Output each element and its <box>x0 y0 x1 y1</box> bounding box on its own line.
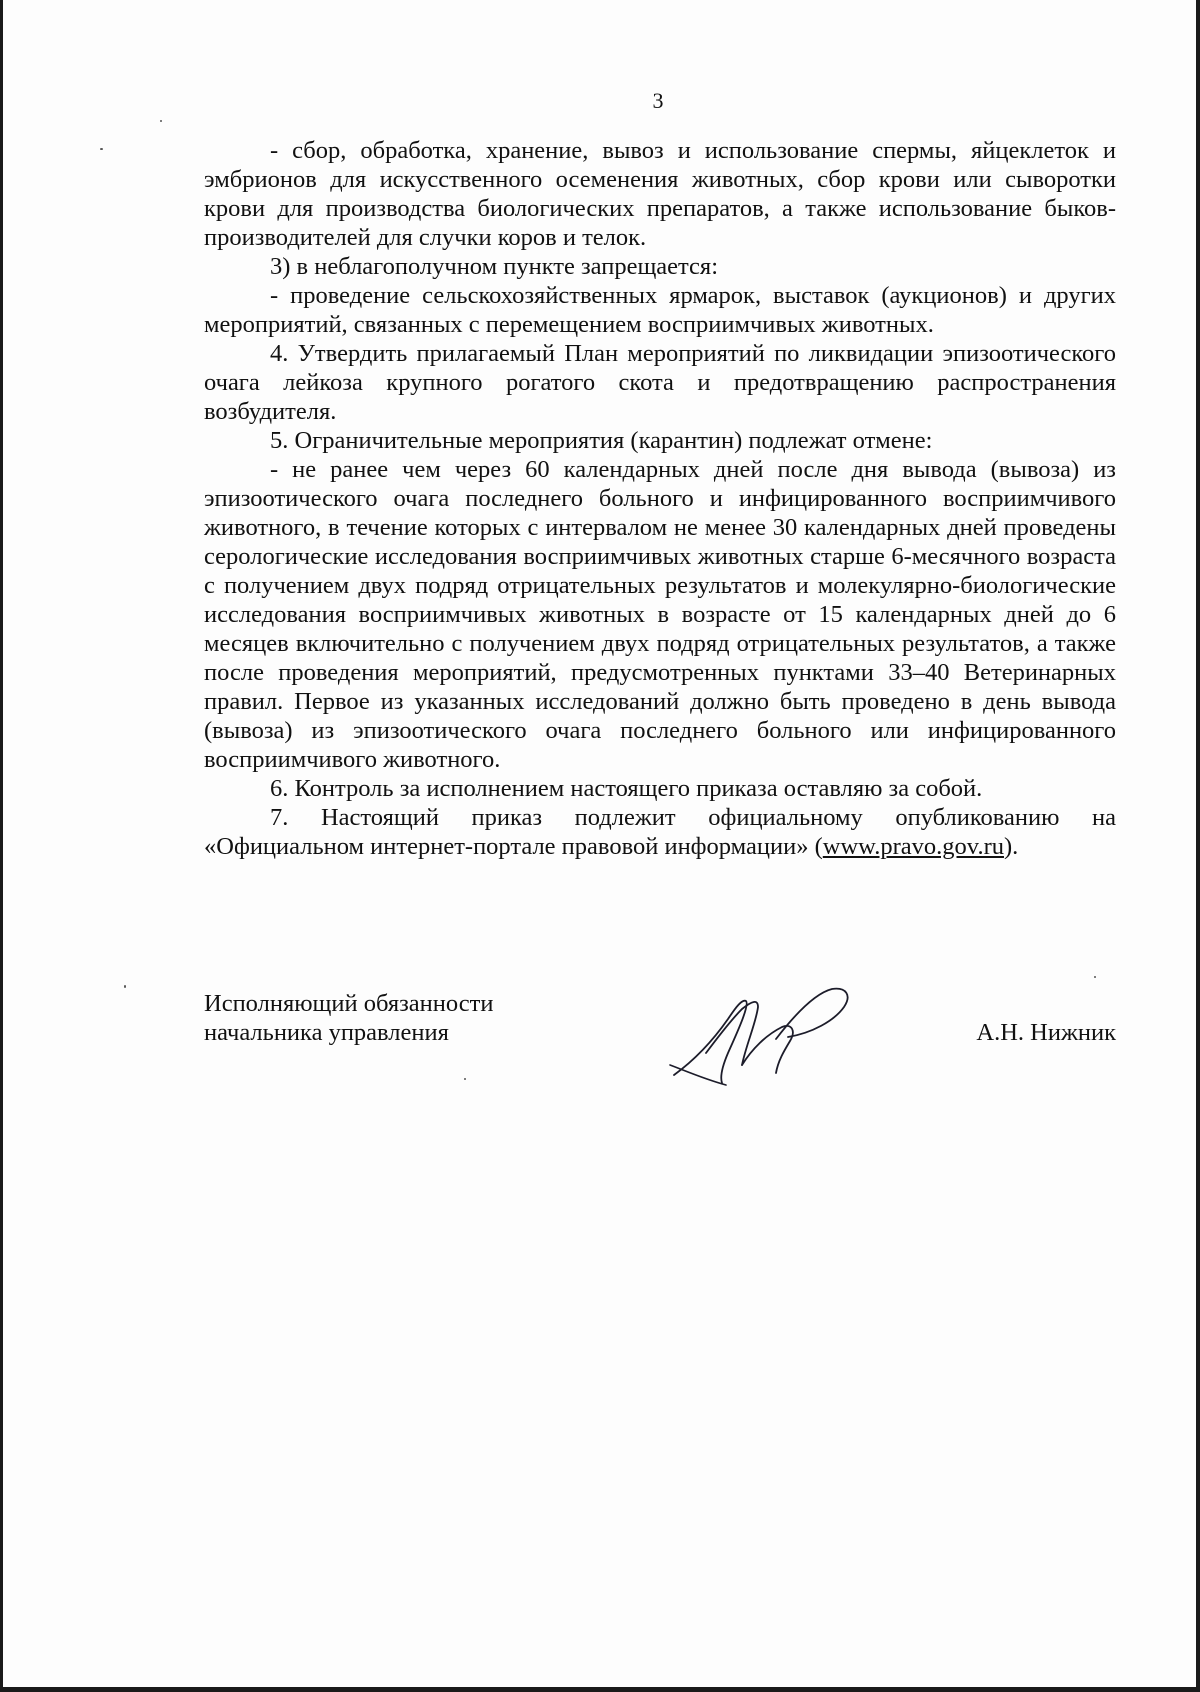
scan-edge-right <box>1196 0 1200 1692</box>
document-body <box>204 136 1116 861</box>
scan-edge-bottom <box>0 1687 1200 1692</box>
paragraph: - проведение сельскохозяйственных ярмарок, выставок (аукционов) и других мероприятий, связанных с перемещением восприимчивых животных. <box>204 282 1116 338</box>
paragraph: 4. Утвердить прилагаемый План мероприятий по ликвидации эпизоотического очага лейкоза крупного рогатого скота и предотвращению распространения возбудителя. <box>204 340 1116 425</box>
signatory-title <box>204 989 493 1047</box>
page-number: 3 <box>652 88 664 113</box>
signatory-title-line: Исполняющий обязанности <box>204 990 494 1017</box>
paragraph: 6. Контроль за исполнением настоящего приказа оставляю за собой. <box>270 775 983 802</box>
publication-text: 7. Настоящий приказ подлежит официальному опубликованию на «Официальном интернет-портале правовой информации» ( <box>204 804 1116 860</box>
portal-link[interactable]: www.pravo.gov.ru <box>822 833 1004 860</box>
signatory-name: А.Н. Нижник <box>976 1019 1116 1046</box>
publication-tail: ). <box>1003 833 1019 860</box>
handwritten-signature <box>666 979 866 1089</box>
paragraph: 5. Ограничительные мероприятия (карантин) подлежат отмене: <box>270 427 933 454</box>
signatory-title-line: начальника управления <box>204 1019 449 1046</box>
paragraph: - сбор, обработка, хранение, вывоз и использование спермы, яйцеклеток и эмбрионов для искусственного осеменения животных, сбор крови или сыворотки крови для производства биологических препаратов, а также использование быков-производителей для случки коров и телок. <box>204 137 1116 251</box>
scan-speck <box>1094 976 1096 978</box>
paragraph-publication <box>204 803 1116 861</box>
scan-edge-left <box>0 0 3 1692</box>
paragraph: 3) в неблагополучном пункте запрещается: <box>270 253 719 280</box>
scan-speck <box>160 120 162 122</box>
signature-block <box>204 985 1116 1105</box>
scan-speck <box>100 148 103 150</box>
paragraph: - не ранее чем через 60 календарных дней после дня вывода (вывоза) из эпизоотического очага последнего больного и инфицированного восприимчивого животного, в течение которых с интервалом не менее 30 календарных дней проведены серологические исследования восприимчивых животных старше 6-месячного возраста с получением двух подряд отрицательных результатов и молекулярно-биологические исследования восприимчивых животных в возрасте от 15 календарных дней до 6 месяцев включительно с получением двух подряд отрицательных результатов, а также после проведения мероприятий, предусмотренных пунктами 33–40 Ветеринарных правил. Первое из указанных исследований должно быть проведено в день вывода (вывоза) из эпизоотического очага последнего больного или инфицированного восприимчивого животного. <box>204 456 1116 773</box>
scan-speck <box>124 985 126 988</box>
